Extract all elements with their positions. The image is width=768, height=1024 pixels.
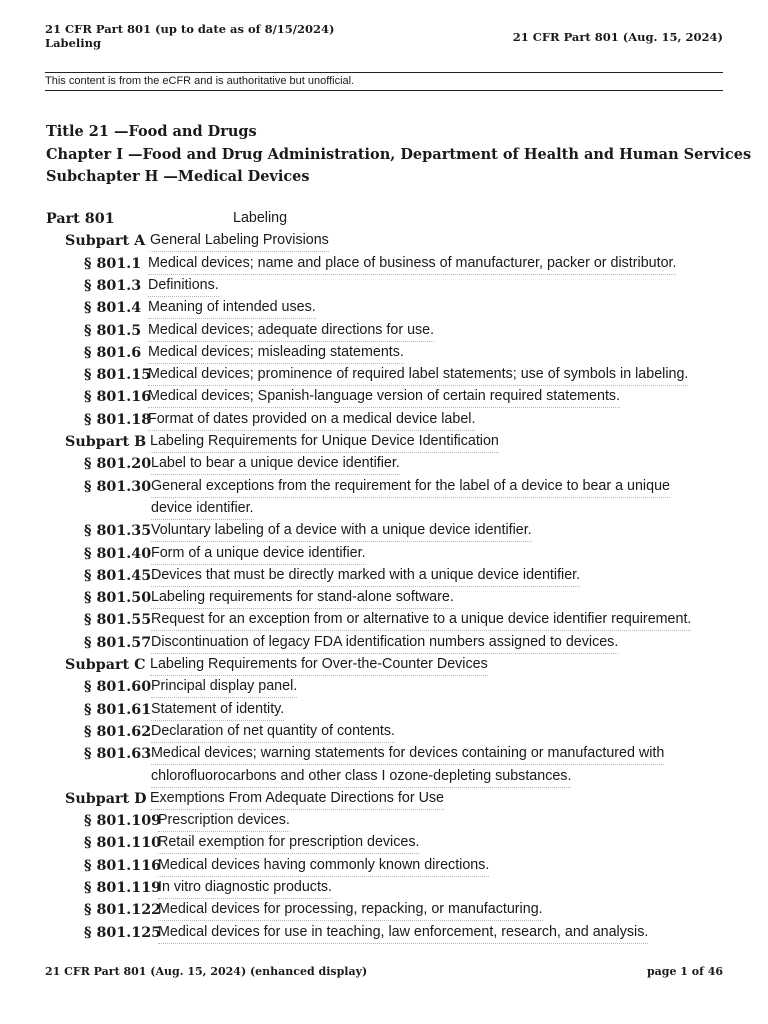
subpart-label: Subpart D: [65, 790, 147, 807]
section-title-link[interactable]: Prescription devices.: [158, 810, 290, 832]
section-title-link[interactable]: Medical devices having commonly known directions.: [158, 855, 489, 877]
running-header-right: 21 CFR Part 801 (Aug. 15, 2024): [512, 30, 723, 44]
section-title-link[interactable]: Medical devices; warning statements for devices containing or manufactured with: [151, 743, 664, 765]
section-title-link[interactable]: Medical devices; Spanish-language version of certain required statements.: [148, 386, 620, 408]
section-number: § 801.40: [84, 545, 152, 562]
subchapter-heading: Subchapter H —Medical Devices: [46, 168, 310, 185]
ecfr-notice-banner: This content is from the eCFR and is authoritative but unofficial.: [45, 72, 723, 91]
title-heading: Title 21 —Food and Drugs: [46, 123, 257, 140]
section-number: § 801.122: [84, 902, 162, 919]
subpart-title-link[interactable]: Labeling Requirements for Unique Device Identification: [150, 431, 499, 453]
section-number: § 801.116: [84, 857, 162, 874]
section-number: § 801.50: [84, 590, 152, 607]
section-number: § 801.61: [84, 701, 152, 718]
section-title-link[interactable]: Voluntary labeling of a device with a unique device identifier.: [151, 520, 532, 542]
section-title-link[interactable]: Medical devices; adequate directions for use.: [148, 320, 434, 342]
section-title-link[interactable]: Format of dates provided on a medical device label.: [148, 409, 475, 431]
section-number: § 801.62: [84, 723, 152, 740]
subpart-title-link[interactable]: Exemptions From Adequate Directions for Use: [150, 788, 444, 810]
section-number: § 801.45: [84, 567, 152, 584]
section-number: § 801.63: [84, 746, 152, 763]
subpart-label: Subpart C: [65, 657, 146, 673]
section-number: § 801.30: [84, 478, 152, 495]
subpart-title-link[interactable]: General Labeling Provisions: [150, 230, 329, 252]
section-number: § 801.3: [84, 277, 142, 294]
subpart-label: Subpart B: [65, 434, 147, 450]
section-title-link[interactable]: Request for an exception from or alternative to a unique device identifier requirement.: [151, 609, 691, 631]
header-part-name: Labeling: [45, 36, 102, 50]
hierarchy-titles: [46, 121, 751, 189]
section-title-link[interactable]: In vitro diagnostic products.: [158, 877, 332, 899]
section-title-link[interactable]: Principal display panel.: [151, 676, 297, 698]
section-number: § 801.4: [84, 300, 142, 317]
subpart-title-link[interactable]: Labeling Requirements for Over-the-Counter Devices: [150, 654, 488, 676]
section-title-link[interactable]: Label to bear a unique device identifier.: [151, 453, 400, 475]
subpart-label: Subpart A: [65, 233, 146, 250]
section-title-link[interactable]: Retail exemption for prescription devices.: [158, 832, 419, 854]
part-title: Labeling: [233, 210, 288, 226]
section-number: § 801.109: [84, 813, 162, 830]
section-number: § 801.60: [84, 679, 152, 696]
part-label: Part 801: [46, 211, 115, 227]
section-number: § 801.15: [84, 367, 152, 384]
section-title-link[interactable]: Meaning of intended uses.: [148, 297, 316, 319]
running-header-left: [45, 22, 334, 50]
section-title-link[interactable]: Medical devices; misleading statements.: [148, 342, 404, 364]
section-number: § 801.6: [84, 344, 142, 361]
section-title-link[interactable]: Labeling requirements for stand-alone software.: [151, 587, 454, 609]
section-title-link[interactable]: Definitions.: [148, 275, 219, 297]
section-number: § 801.119: [84, 880, 162, 896]
section-title-link[interactable]: Medical devices for processing, repacking, or manufacturing.: [158, 899, 543, 921]
section-title-link[interactable]: Devices that must be directly marked with a unique device identifier.: [151, 565, 580, 587]
section-title-link[interactable]: Medical devices; prominence of required label statements; use of symbols in labeling.: [148, 364, 688, 386]
section-number: § 801.55: [84, 612, 152, 629]
section-title-link[interactable]: chlorofluorocarbons and other class I ozone-depleting substances.: [151, 766, 571, 788]
section-title-link[interactable]: Medical devices for use in teaching, law enforcement, research, and analysis.: [158, 922, 648, 944]
section-number: § 801.35: [84, 523, 152, 540]
section-number: § 801.57: [84, 634, 152, 651]
section-title-link[interactable]: Discontinuation of legacy FDA identification numbers assigned to devices.: [151, 632, 618, 654]
section-title-link[interactable]: Form of a unique device identifier.: [151, 543, 366, 565]
section-title-link[interactable]: General exceptions from the requirement for the label of a device to bear a unique: [151, 476, 670, 498]
page-number: page 1 of 46: [646, 965, 723, 978]
section-number: § 801.110: [84, 835, 162, 852]
section-number: § 801.5: [84, 322, 142, 339]
section-number: § 801.18: [84, 411, 152, 428]
section-title-link[interactable]: Statement of identity.: [151, 699, 284, 721]
section-title-link[interactable]: Declaration of net quantity of contents.: [151, 721, 395, 743]
section-title-link[interactable]: device identifier.: [151, 498, 254, 520]
section-number: § 801.20: [84, 456, 152, 473]
section-title-link[interactable]: Medical devices; name and place of business of manufacturer, packer or distributor.: [148, 253, 676, 275]
section-number: § 801.125: [84, 924, 162, 941]
header-citation: 21 CFR Part 801 (up to date as of 8/15/2024): [45, 22, 335, 36]
section-number: § 801.1: [84, 255, 142, 272]
section-number: § 801.16: [84, 389, 152, 406]
chapter-heading: Chapter I —Food and Drug Administration, Department of Health and Human Services: [46, 145, 752, 163]
footer-citation: 21 CFR Part 801 (Aug. 15, 2024) (enhanced display): [45, 965, 368, 978]
